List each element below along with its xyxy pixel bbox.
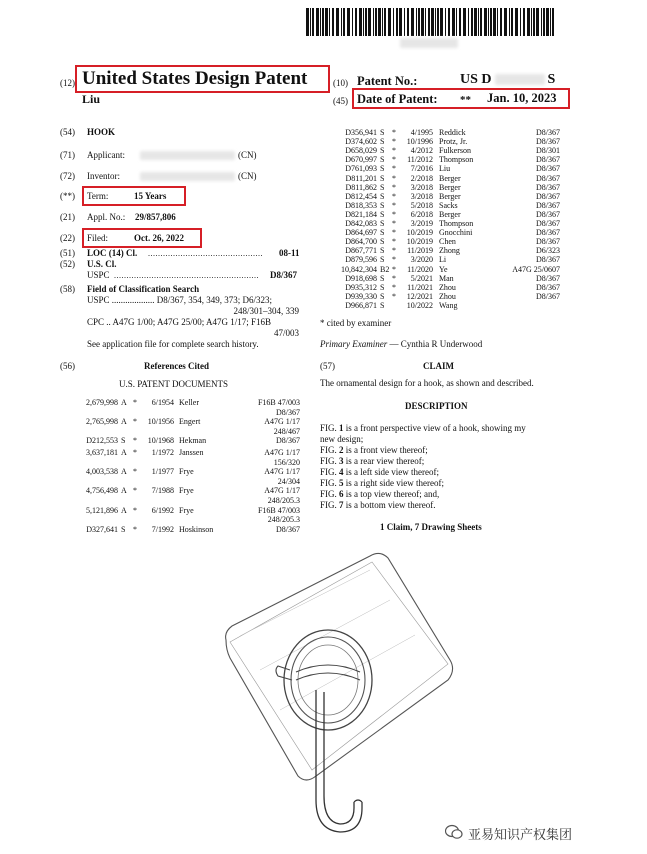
- ref-class: D8/367: [536, 237, 560, 247]
- ref-class: A47G 1/17: [264, 486, 300, 496]
- code-45: (45): [333, 96, 348, 106]
- ref-date: 11/2012: [407, 155, 433, 165]
- barcode-bar: [316, 8, 319, 36]
- barcode: [306, 8, 554, 36]
- field-58: (58) Field of Classification Search: [60, 284, 200, 294]
- ref-class: F16B 47/003: [257, 505, 300, 515]
- ref-date: 3/2020: [410, 255, 433, 265]
- ref-class: D8/367: [536, 219, 560, 228]
- ref-kind: A: [121, 398, 127, 407]
- ref-number: D811,862: [345, 182, 377, 192]
- ref-number: D811,201: [345, 173, 377, 183]
- ref-kind: S: [380, 191, 385, 201]
- ref-date: 3/2018: [410, 182, 433, 192]
- ref-date: 10/1968: [147, 436, 174, 446]
- ref-name: Hekman: [179, 436, 207, 446]
- ref-kind: S: [380, 164, 385, 174]
- barcode-bar: [329, 8, 330, 36]
- ref-star: *: [392, 173, 396, 183]
- ref-date: 3/2018: [410, 191, 433, 201]
- barcode-bar: [474, 8, 477, 36]
- field-52-uspc: USPC .......................................................... D8/367: [87, 270, 297, 280]
- redacted-number: [400, 38, 458, 48]
- field-21-appl-no: (21) Appl. No.: 29/857,806: [60, 212, 176, 222]
- ref-kind: S: [380, 173, 385, 183]
- ref-star: *: [392, 182, 396, 192]
- ref-class: A47G 25/0607: [512, 264, 560, 274]
- ref-class: D8/367: [536, 200, 560, 210]
- description-line: FIG. 4 is a left side view thereof;: [320, 467, 439, 477]
- field-term: (**) Term: 15 Years: [60, 191, 167, 201]
- barcode-bar: [306, 8, 309, 36]
- ref-star: *: [133, 467, 137, 477]
- ref-kind: A: [121, 417, 127, 427]
- highlight-box-term: [82, 186, 186, 206]
- ref-star: *: [392, 219, 396, 228]
- barcode-bar: [445, 8, 446, 36]
- ref-number: D918,698: [345, 273, 377, 283]
- barcode-bar: [310, 8, 311, 36]
- ref-name: Frye: [179, 505, 194, 515]
- ref-star: *: [392, 237, 396, 247]
- references-subtitle: U.S. PATENT DOCUMENTS: [119, 379, 229, 389]
- ref-star: *: [392, 164, 396, 174]
- ref-star: *: [133, 398, 137, 407]
- ref-number: 10,842,304: [341, 264, 377, 274]
- field-57: (57): [320, 361, 335, 371]
- patent-no-label: Patent No.:: [357, 74, 418, 88]
- ref-number: D864,700: [345, 237, 377, 247]
- references-title: References Cited: [144, 361, 210, 371]
- description-line: new design;: [320, 434, 364, 444]
- ref-date: 5/2021: [410, 273, 433, 283]
- ref-class-continued: 248/205.3: [267, 495, 300, 505]
- ref-kind: S: [380, 273, 385, 283]
- ref-star: *: [392, 291, 396, 301]
- ref-kind: S: [380, 137, 385, 147]
- ref-number: D879,596: [345, 255, 377, 265]
- ref-star: *: [392, 273, 396, 283]
- ref-class: D8/301: [536, 146, 560, 156]
- ref-class: D8/367: [536, 155, 560, 165]
- ref-name: Engert: [179, 417, 201, 427]
- ref-number: D658,029: [345, 146, 377, 156]
- ref-kind: A: [121, 486, 127, 496]
- ref-kind: S: [380, 146, 385, 156]
- barcode-bar: [336, 8, 339, 36]
- ref-kind: S: [380, 237, 385, 247]
- ref-class: D8/367: [536, 255, 560, 265]
- ref-number: D939,330: [345, 291, 377, 301]
- barcode-bar: [531, 8, 532, 36]
- ref-class: D8/367: [536, 228, 560, 238]
- ref-number: D374,602: [345, 137, 377, 147]
- description-line: FIG. 1 is a front perspective view of a hook, showing my: [320, 423, 526, 433]
- barcode-bar: [533, 8, 535, 36]
- ref-class: D6/323: [536, 246, 560, 256]
- barcode-bar: [435, 8, 436, 36]
- barcode-bar: [541, 8, 542, 36]
- barcode-bar: [365, 8, 367, 36]
- barcode-bar: [488, 8, 489, 36]
- ref-class: D8/367: [536, 282, 560, 292]
- ref-kind: S: [380, 200, 385, 210]
- date-stars: **: [460, 94, 471, 106]
- ref-class-continued: 248/205.3: [267, 515, 300, 525]
- description-line: FIG. 5 is a right side view thereof;: [320, 478, 444, 488]
- barcode-bar: [440, 8, 443, 36]
- barcode-bar: [393, 8, 394, 36]
- ref-number: D864,697: [345, 228, 377, 238]
- barcode-bar: [359, 8, 362, 36]
- ref-number: D356,941: [345, 128, 377, 137]
- ref-name: Berger: [439, 191, 461, 201]
- ref-date: 10/2019: [406, 237, 433, 247]
- barcode-bar: [312, 8, 314, 36]
- ref-date: 7/1992: [151, 524, 174, 534]
- ref-kind: A: [121, 467, 127, 477]
- ref-name: Sacks: [439, 200, 458, 210]
- ref-kind: A: [121, 447, 127, 457]
- ref-star: *: [133, 524, 137, 534]
- ref-number: D821,184: [345, 209, 377, 219]
- patent-type-title: United States Design Patent: [82, 68, 308, 89]
- barcode-bar: [396, 8, 398, 36]
- ref-name: Keller: [179, 398, 199, 407]
- ref-name: Man: [439, 273, 454, 283]
- ref-star: *: [133, 417, 137, 427]
- barcode-bar: [378, 8, 381, 36]
- ref-date: 11/2021: [407, 282, 433, 292]
- ref-number: D327,641: [86, 524, 118, 534]
- date-of-patent-value: Jan. 10, 2023: [487, 91, 557, 105]
- ref-date: 6/2018: [410, 209, 433, 219]
- highlight-box-filed: [82, 228, 202, 248]
- ref-number: 5,121,896: [86, 505, 118, 515]
- barcode-bar: [416, 8, 417, 36]
- code-12: (12): [60, 78, 75, 88]
- ref-class: D8/367: [536, 182, 560, 192]
- ref-kind: B2: [380, 264, 390, 274]
- ref-number: D761,093: [345, 164, 377, 174]
- ref-name: Frye: [179, 486, 194, 496]
- ref-star: *: [392, 282, 396, 292]
- barcode-bar: [322, 8, 324, 36]
- ref-name: Liu: [439, 164, 451, 174]
- ref-date: 3/2019: [410, 219, 433, 228]
- barcode-bar: [463, 8, 466, 36]
- barcode-bar: [352, 8, 353, 36]
- barcode-bar: [363, 8, 364, 36]
- ref-star: *: [392, 209, 396, 219]
- ref-name: Reddick: [439, 128, 466, 137]
- ref-name: Thompson: [439, 219, 474, 228]
- barcode-bar: [459, 8, 461, 36]
- ref-kind: S: [380, 155, 385, 165]
- ref-class: D8/367: [536, 137, 560, 147]
- ref-star: *: [392, 264, 396, 274]
- ref-number: D935,312: [345, 282, 377, 292]
- ref-number: D670,997: [345, 155, 377, 165]
- barcode-bar: [421, 8, 424, 36]
- ref-class: D8/367: [536, 191, 560, 201]
- ref-star: *: [392, 155, 396, 165]
- ref-date: 10/1996: [406, 137, 433, 147]
- field-51-loc: (51) LOC (14) Cl. .............................................. 08-11: [60, 248, 300, 258]
- redacted-patent-number: [495, 74, 545, 85]
- watermark-text: 亚易知识产权集团: [468, 828, 573, 843]
- ref-kind: S: [380, 182, 385, 192]
- barcode-bar: [343, 8, 345, 36]
- ref-name: Ye: [439, 264, 448, 274]
- ref-number: 2,679,998: [86, 398, 118, 407]
- ref-star: *: [392, 246, 396, 256]
- barcode-bar: [452, 8, 455, 36]
- cited-by-examiner-note: * cited by examiner: [320, 318, 392, 328]
- ref-kind: S: [380, 219, 385, 228]
- barcode-bar: [500, 8, 502, 36]
- ref-name: Protz, Jr.: [439, 137, 468, 147]
- barcode-bar: [399, 8, 402, 36]
- ref-name: Berger: [439, 209, 461, 219]
- description-line: FIG. 2 is a front view thereof;: [320, 445, 428, 455]
- barcode-bar: [543, 8, 545, 36]
- barcode-bar: [520, 8, 521, 36]
- barcode-bar: [355, 8, 357, 36]
- barcode-bar: [480, 8, 482, 36]
- barcode-bar: [504, 8, 507, 36]
- barcode-bar: [468, 8, 469, 36]
- ref-date: 2/2018: [410, 173, 433, 183]
- barcode-bar: [418, 8, 420, 36]
- ref-date: 1/1977: [151, 467, 174, 477]
- ref-star: *: [133, 486, 137, 496]
- ref-star: *: [392, 146, 396, 156]
- barcode-bar: [478, 8, 479, 36]
- description-line: FIG. 7 is a bottom view thereof.: [320, 500, 436, 510]
- ref-class: A47G 1/17: [264, 467, 300, 477]
- field-58-line1: USPC ................... D8/367, 354, 349, 373; D6/323;: [87, 295, 273, 305]
- barcode-bar: [550, 8, 551, 36]
- barcode-bar: [388, 8, 391, 36]
- ref-star: *: [392, 255, 396, 265]
- description-line: FIG. 6 is a top view thereof; and,: [320, 489, 440, 499]
- barcode-bar: [493, 8, 496, 36]
- ref-date: 10/2022: [406, 300, 433, 310]
- ref-name: Zhong: [439, 246, 460, 256]
- barcode-bar: [523, 8, 525, 36]
- barcode-bar: [546, 8, 549, 36]
- barcode-bar: [511, 8, 513, 36]
- ref-date: 10/1956: [147, 417, 174, 427]
- barcode-bar: [368, 8, 371, 36]
- ref-date: 7/1988: [151, 486, 174, 496]
- ref-number: D812,454: [345, 191, 377, 201]
- drawing-sheets-count: 1 Claim, 7 Drawing Sheets: [380, 522, 482, 532]
- ref-kind: S: [380, 282, 385, 292]
- redacted-inventor: [140, 172, 235, 181]
- ref-name: Hoskinson: [179, 524, 214, 534]
- ref-name: Li: [439, 255, 447, 265]
- barcode-bar: [509, 8, 510, 36]
- barcode-bar: [527, 8, 530, 36]
- ref-star: *: [133, 447, 137, 457]
- field-72-inventor: (72) Inventor: (CN): [60, 171, 257, 181]
- ref-star: *: [392, 137, 396, 147]
- ref-kind: S: [380, 209, 385, 219]
- ref-name: Zhou: [439, 282, 456, 292]
- barcode-bar: [448, 8, 450, 36]
- ref-class: D8/367: [536, 209, 560, 219]
- field-58-line5: See application file for complete search history.: [87, 339, 259, 349]
- ref-name: Zhou: [439, 291, 456, 301]
- ref-number: D842,083: [345, 219, 377, 228]
- ref-class: D8/367: [536, 128, 560, 137]
- barcode-bar: [325, 8, 328, 36]
- ref-kind: S: [380, 128, 385, 137]
- ref-date: 10/2019: [406, 228, 433, 238]
- ref-class: D8/367: [536, 173, 560, 183]
- ref-date: 5/2018: [410, 200, 433, 210]
- field-54: (54) HOOK: [60, 127, 116, 137]
- ref-number: 4,756,498: [86, 486, 118, 496]
- barcode-bar: [320, 8, 321, 36]
- barcode-bar: [404, 8, 405, 36]
- field-22-filed: (22) Filed: Oct. 26, 2022: [60, 233, 184, 243]
- barcode-bar: [490, 8, 492, 36]
- ref-class: D8/367: [536, 273, 560, 283]
- barcode-bar: [497, 8, 498, 36]
- ref-number: D212,553: [86, 436, 118, 446]
- field-58-line4: 47/003: [273, 328, 299, 338]
- barcode-bar: [407, 8, 409, 36]
- ref-class-continued: 24/304: [277, 476, 300, 486]
- ref-star: *: [133, 436, 137, 446]
- barcode-bar: [332, 8, 334, 36]
- barcode-bar: [471, 8, 473, 36]
- ref-kind: A: [121, 505, 127, 515]
- barcode-bar: [382, 8, 383, 36]
- ref-kind: S: [380, 300, 385, 310]
- ref-number: 3,637,181: [86, 447, 118, 457]
- code-10: (10): [333, 78, 348, 88]
- date-of-patent-label: Date of Patent:: [357, 92, 438, 106]
- ref-date: 12/2021: [406, 291, 433, 301]
- ref-class: A47G 1/17: [264, 417, 300, 427]
- wechat-icon: [445, 824, 463, 840]
- barcode-bar: [515, 8, 518, 36]
- ref-number: 2,765,998: [86, 417, 118, 427]
- ref-star: *: [392, 191, 396, 201]
- ref-kind: S: [121, 436, 126, 446]
- ref-class: D8/367: [536, 291, 560, 301]
- barcode-bar: [425, 8, 426, 36]
- ref-date: 11/2020: [407, 264, 433, 274]
- ref-name: Frye: [179, 467, 194, 477]
- ref-name: Wang: [439, 300, 458, 310]
- ref-kind: S: [380, 291, 385, 301]
- ref-class: F16B 47/003: [257, 398, 300, 407]
- ref-name: Janssen: [179, 447, 204, 457]
- ref-star: *: [392, 228, 396, 238]
- barcode-bar: [347, 8, 350, 36]
- barcode-bar: [552, 8, 554, 36]
- highlight-box-date: [352, 88, 570, 109]
- barcode-bar: [456, 8, 457, 36]
- barcode-bar: [536, 8, 539, 36]
- barcode-bar: [411, 8, 414, 36]
- ref-kind: S: [121, 524, 126, 534]
- ref-kind: S: [380, 246, 385, 256]
- hook-design-drawing: [220, 540, 460, 840]
- barcode-bar: [484, 8, 487, 36]
- field-58-line3: CPC .. A47G 1/00; A47G 25/00; A47G 1/17; F16B: [87, 317, 272, 327]
- barcode-bar: [384, 8, 386, 36]
- ref-star: *: [392, 200, 396, 210]
- ref-date: 11/2019: [407, 246, 433, 256]
- ref-kind: S: [380, 228, 385, 238]
- inventor-surname: Liu: [82, 92, 101, 106]
- ref-class-continued: 156/320: [273, 457, 300, 467]
- highlight-box-title: [75, 65, 330, 93]
- ref-class-continued: 248/467: [273, 426, 300, 436]
- ref-date: 1/1972: [151, 447, 174, 457]
- primary-examiner: Primary Examiner — Cynthia R Underwood: [320, 339, 483, 349]
- ref-name: Gnocchini: [439, 228, 473, 238]
- field-52-uscl: (52) U.S. Cl.: [60, 259, 117, 269]
- field-58-line2: 248/301–304, 339: [233, 306, 299, 316]
- ref-name: Berger: [439, 182, 461, 192]
- field-71-applicant: (71) Applicant: (CN): [60, 150, 257, 160]
- ref-date: 4/1995: [410, 128, 433, 137]
- ref-class: D8/367: [276, 524, 300, 534]
- ref-class: A47G 1/17: [264, 447, 300, 457]
- ref-star: *: [133, 505, 137, 515]
- barcode-bar: [428, 8, 430, 36]
- ref-name: Thompson: [439, 155, 474, 165]
- ref-class: D8/367: [276, 436, 300, 446]
- redacted-applicant: [140, 151, 235, 160]
- ref-date: 6/1954: [151, 398, 174, 407]
- ref-class: D8/367: [536, 164, 560, 174]
- ref-number: D966,871: [345, 300, 377, 310]
- barcode-bar: [437, 8, 439, 36]
- barcode-bar: [375, 8, 377, 36]
- ref-date: 7/2016: [410, 164, 433, 174]
- ref-star: *: [392, 128, 396, 137]
- field-56: (56): [60, 361, 75, 371]
- ref-name: Chen: [439, 237, 456, 247]
- ref-class-continued: D8/367: [276, 407, 300, 417]
- ref-date: 4/2012: [410, 146, 433, 156]
- ref-date: 6/1992: [151, 505, 174, 515]
- description-line: FIG. 3 is a rear view thereof;: [320, 456, 425, 466]
- ref-name: Berger: [439, 173, 461, 183]
- patent-no-value: US D S: [460, 72, 556, 87]
- barcode-bar: [373, 8, 374, 36]
- ref-number: D867,771: [345, 246, 377, 256]
- ref-number: 4,003,538: [86, 467, 118, 477]
- barcode-bar: [341, 8, 342, 36]
- ref-name: Fulkerson: [439, 146, 471, 156]
- description-title: DESCRIPTION: [405, 401, 468, 411]
- claim-text: The ornamental design for a hook, as shown and described.: [320, 378, 534, 388]
- ref-kind: S: [380, 255, 385, 265]
- claim-title: CLAIM: [423, 361, 454, 371]
- ref-number: D818,353: [345, 200, 377, 210]
- barcode-bar: [431, 8, 434, 36]
